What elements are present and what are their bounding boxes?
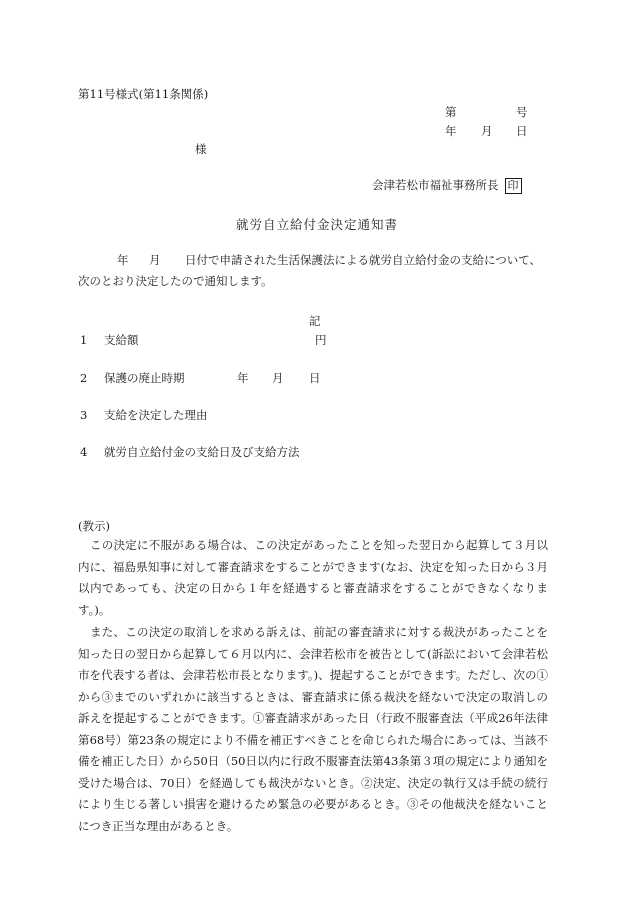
item-label: 支給額 <box>104 333 139 347</box>
seal-mark: 印 <box>505 178 522 194</box>
date-month: 月 <box>481 124 493 138</box>
doc-number-prefix: 第 <box>445 105 457 119</box>
item-label: 就労自立給付金の支給日及び支給方法 <box>104 445 300 459</box>
doc-number-suffix: 号 <box>516 105 528 119</box>
item-label: 保護の廃止時期 <box>104 371 185 385</box>
item-number: 4 <box>80 445 88 459</box>
date-year: 年 <box>445 124 457 138</box>
intro-day-text: 日付で申請された生活保護法による就労自立給付金の支給について、 <box>185 253 542 267</box>
item-2-day: 日 <box>309 371 321 385</box>
document-title: 就労自立給付金決定通知書 <box>236 217 399 232</box>
intro-line-1 <box>117 252 542 268</box>
form-number: 第11号様式(第11条関係) <box>78 87 209 101</box>
item-1 <box>80 332 139 348</box>
item-2-year: 年 <box>237 371 249 385</box>
intro-line-2: 次のとおり決定したので通知します。 <box>78 274 273 288</box>
item-number: 2 <box>80 371 88 385</box>
issuer-name: 会津若松市福祉事務所長 <box>372 178 499 192</box>
item-2 <box>80 370 185 386</box>
item-3 <box>80 407 208 423</box>
item-number: 1 <box>80 333 88 347</box>
date-day: 日 <box>516 124 528 138</box>
item-1-suffix: 円 <box>315 333 327 347</box>
item-2-month: 月 <box>272 371 284 385</box>
intro-month: 月 <box>149 253 161 267</box>
notice-heading: (教示) <box>78 519 110 533</box>
notice-paragraph-2: また、この決定の取消しを求める訴えは、前記の審査請求に対する裁決があったことを知った日の翌日から起算して６月以内に、会津若松市を被告として(訴訟において会津若松市を代表する者は、会津若松市長となります。)、提起することができます。ただし、次の①から③までのいずれかに該当するときは、審査請求に係る裁決を経ないで決定の取消しの訴えを提起することができます。①審査請求があった日（行政不服審査法（平成26年法律第68号）第23条の規定により不備を補正すべきことを命じられた場合にあっては、当該不備を補正した日）から50日（50日以内に行政不服審査法第43条第３項の規定により通知を受けた場合は、70日）を経過しても裁決がないとき。②決定、決定の執行又は手続の続行により生じる著しい損害を避けるため緊急の必要があるとき。③その他裁決を経ないことにつき正当な理由があるとき。 <box>78 625 548 833</box>
issuer-line <box>372 177 522 194</box>
ki-heading: 記 <box>309 314 321 328</box>
item-label: 支給を決定した理由 <box>104 408 208 422</box>
item-number: 3 <box>80 408 88 422</box>
notice-paragraph-1: この決定に不服がある場合は、この決定があったことを知った翌日から起算して３月以内に、福島県知事に対して審査請求をすることができます(なお、決定を知った日から３月以内であっても、決定の日から１年を経過すると審査請求をすることができなくなります。)。 <box>78 538 548 617</box>
item-4 <box>80 444 300 460</box>
recipient-honorific: 様 <box>195 142 207 156</box>
intro-year: 年 <box>117 253 129 267</box>
